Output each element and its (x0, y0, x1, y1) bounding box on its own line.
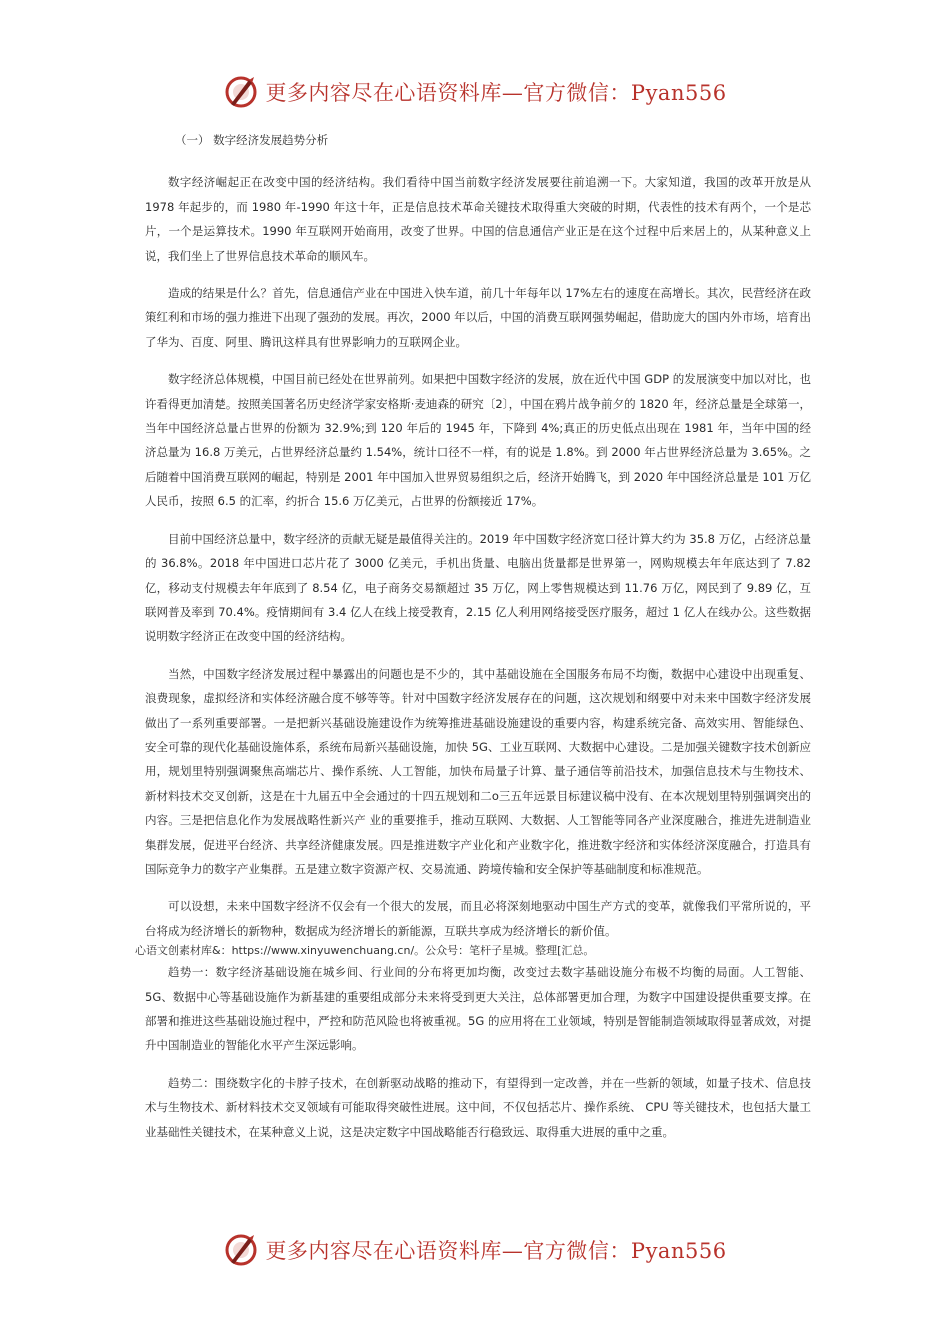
source-line: 心语文创素材库&：https://www.xinyuwenchuang.cn/。公众号：笔杆子星城。整理[汇总。 (135, 944, 595, 958)
header-banner (0, 74, 950, 110)
trend-paragraph: 趋势二：围绕数字化的卡脖子技术，在创新驱动战略的推动下，有望得到一定改善，并在一些新的领域，如量子技术、信息技术与生物技术、新材料技术交叉领域有可能取得突破性进展。这中间，不仅包括芯片、操作系统、 CPU 等关键技术，也包括大量工业基础性关键技术，在某种意义上说，这是决定数字中国战略能否行稳致远、取得重大进展的重中之重。 (145, 1075, 811, 1139)
section-title: （一） 数字经济发展趋势分析 (175, 133, 329, 147)
pen-logo-icon (223, 74, 259, 110)
banner-text: 更多内容尽在心语资料库—官方微信：Pyan556 (265, 1239, 727, 1263)
paragraph: 造成的结果是什么？首先，信息通信产业在中国进入快车道，前几十年每年以 17%左右的速度在高增长。其次，民营经济在政策红利和市场的强力推进下出现了强劲的发展。再次，2000 年以后，中国的消费互联网强势崛起，借助庞大的国内外市场，培育出了华为、百度、阿里、腾讯这样具有世界影响力的互联网企业。 (145, 286, 811, 349)
paragraph: 当然，中国数字经济发展过程中暴露出的问题也是不少的，其中基础设施在全国服务布局不均衡，数据中心建设中出现重复、浪费现象，虚拟经济和实体经济融合度不够等等。针对中国数字经济发展存在的问题，这次规划和纲要中对未来中国数字经济发展做出了一系列重要部署。一是把新兴基础设施建设作为统筹推进基础设施建设的重要内容，构建系统完备、高效实用、智能绿色、安全可靠的现代化基础设施体系，系统布局新兴基础设施，加快 5G、工业互联网、大数据中心建设。二是加强关键数字技术创新应用，规划里特别强调聚焦高端芯片、操作系统、人工智能，加快布局量子计算、量子通信等前沿技术，加强信息技术与生物技术、新材料技术交叉创新，这是在十九届五中全会通过的十四五规划和二o三五年远景目标建议稿中没有、在本次规划里特别强调突出的内容。三是把信息化作为发展战略性新兴产 业的重要推手，推动互联网、大数据、人工智能等同各产业深度融合，推进先进制造业集群发展，促进平台经济、共享经济健康发展。四是推进数字产业化和产业数字化，推进数字经济和实体经济深度融合，打造具有国际竞争力的数字产业集群。五是建立数字资源产权、交易流通、跨境传输和安全保护等基础制度和标准规范。 (145, 666, 811, 876)
footer-banner (0, 1232, 950, 1268)
pen-logo-icon (223, 1232, 259, 1268)
banner-text: 更多内容尽在心语资料库—官方微信：Pyan556 (265, 81, 727, 105)
paragraph: 可以设想，未来中国数字经济不仅会有一个很大的发展，而且必将深刻地驱动中国生产方式的变革，就像我们平常所说的，平台将成为经济增长的新物种，数据成为经济增长的新能源，互联共享成为经济增长的新价值。 (145, 899, 811, 938)
paragraph: 数字经济总体规模，中国目前已经处在世界前列。如果把中国数字经济的发展，放在近代中国 GDP 的发展演变中加以对比，也许看得更加清楚。按照美国著名历史经济学家安格斯·麦迪森的研究〔2〕，中国在鸦片战争前夕的 1820 年，经济总量是全球第一，当年中国经济总量占世界的份额为 32.9%;到 120 年后的 1945 年，下降到 4%;真正的历史低点出现在 1981 年，当年中国的经济总量为 16.8 万美元，占世界经济总量约 1.54%，统计口径不一样，有的说是 1.8%。到 2000 年占世界经济总量为 3.65%。之后随着中国消费互联网的崛起，特别是 2001 年中国加入世界贸易组织之后，经济开始腾飞，到 2020 年中国经济总量是 101 万亿人民币，按照 6.5 的汇率，约折合 15.6 万亿美元，占世界的份额接近 17%。 (145, 372, 811, 509)
document-body (135, 128, 811, 1157)
paragraph: 目前中国经济总量中，数字经济的贡献无疑是最值得关注的。2019 年中国数字经济宽口径计算大约为 35.8 万亿，占经济总量的 36.8%。2018 年中国进口芯片花了 3000 亿美元，手机出货量、电脑出货量都是世界第一，网购规模去年年底达到了 7.82 亿，移动支付规模去年年底到了 8.54 亿，电子商务交易额超过 35 万亿，网上零售规模达到 11.76 万亿，网民到了 9.89 亿，互联网普及率到 70.4%。疫情期间有 3.4 亿人在线上接受教育，2.15 亿人利用网络接受医疗服务，超过 1 亿人在线办公。这些数据说明数字经济正在改变中国的经济结构。 (145, 531, 811, 644)
paragraph: 数字经济崛起正在改变中国的经济结构。我们看待中国当前数字经济发展要往前追溯一下。大家知道，我国的改革开放是从 1978 年起步的，而 1980 年-1990 年这十年，正是信息技术革命关键技术取得重大突破的时期，代表性的技术有两个，一个是芯片，一个是运算技术。1990 年互联网开始商用，改变了世界。中国的信息通信产业正是在这个过程中后来居上的，从某种意义上说，我们坐上了世界信息技术革命的顺风车。 (145, 175, 811, 263)
trend-paragraph: 趋势一：数字经济基础设施在城乡间、行业间的分布将更加均衡，改变过去数字基础设施分布极不均衡的局面。人工智能、5G、数据中心等基础设施作为新基建的重要组成部分未来将受到更大关注，总体部署更加合理，为数字中国建设提供重要支撑。在部署和推进这些基础设施过程中，严控和防范风险也将被重视。5G 的应用将在工业领域，特别是智能制造领域取得显著成效，对提升中国制造业的智能化水平产生深远影响。 (145, 965, 811, 1053)
